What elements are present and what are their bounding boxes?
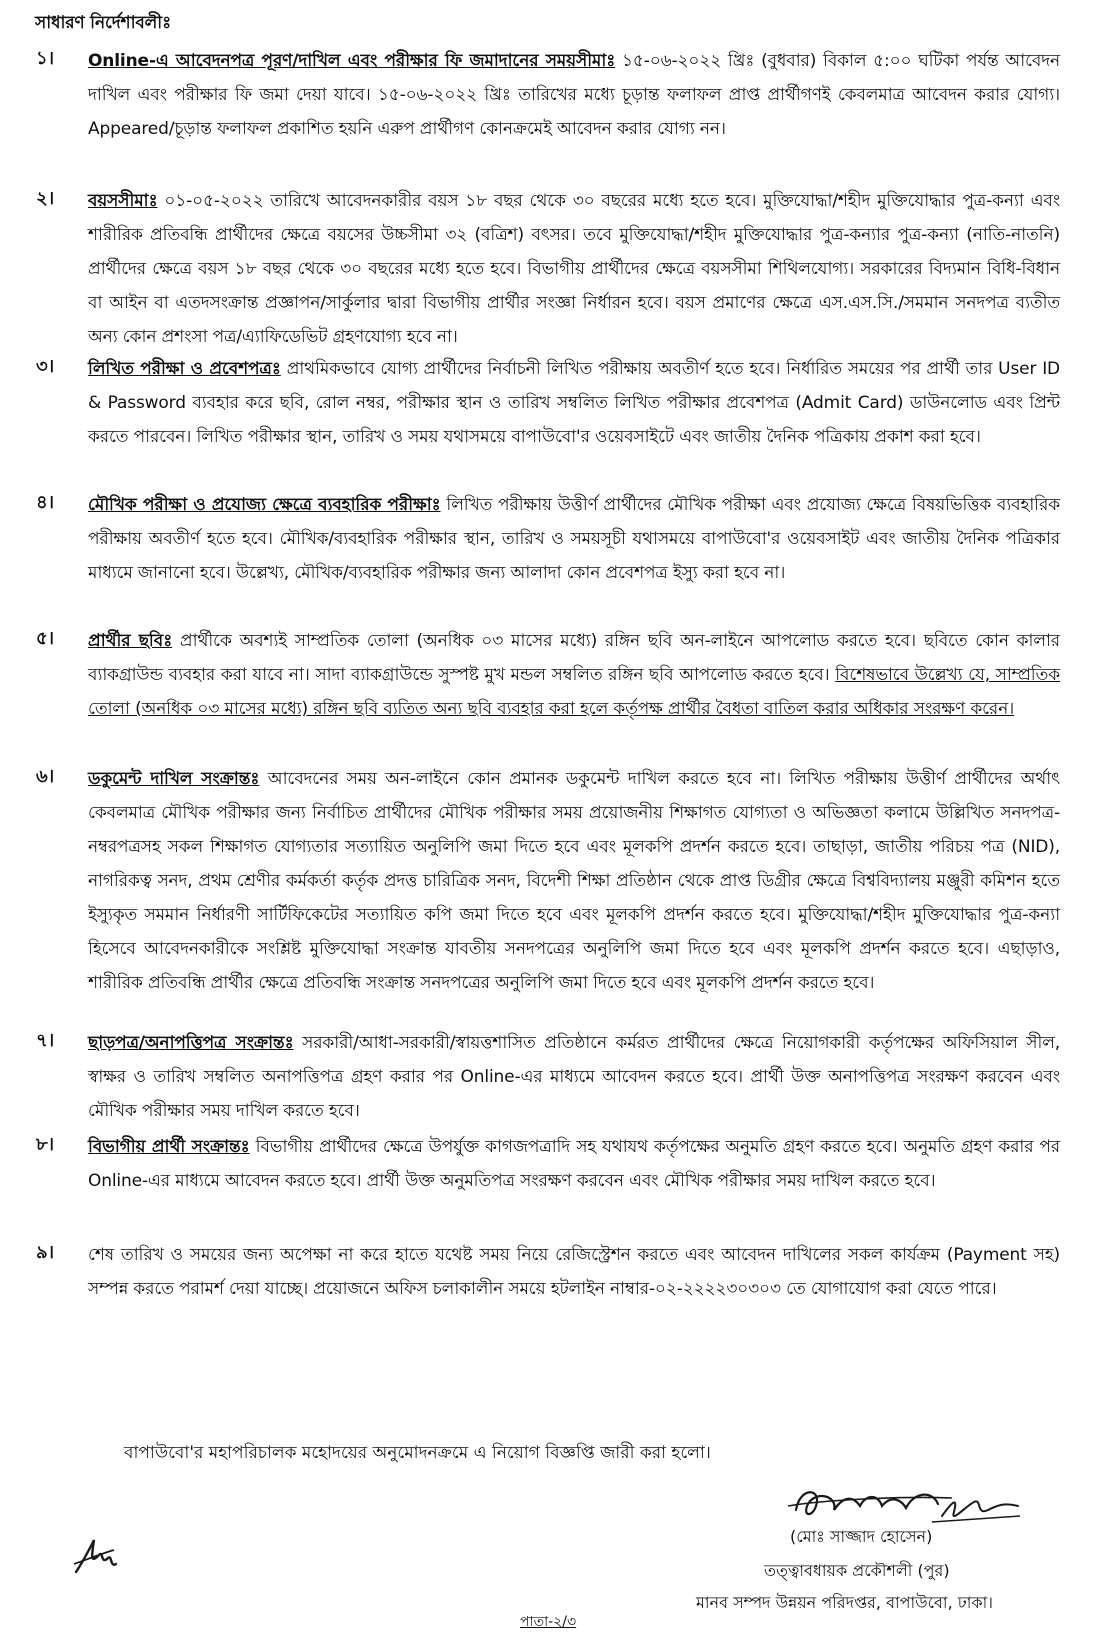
item-title: Online-এ আবেদনপত্র পূরণ/দাখিল এবং পরীক্ষার ফি জমাদানের সময়সীমাঃ (88, 51, 616, 71)
item-title: ছাড়পত্র/অনাপত্তিপত্র সংক্রান্তঃ (88, 1033, 294, 1053)
item-number: ৮। (36, 1134, 55, 1155)
item-number: ৭। (36, 1030, 55, 1051)
approval-statement: বাপাউবো'র মহাপরিচালক মহোদয়ের অনুমোদনক্রমে এ নিয়োগ বিজ্ঞপ্তি জারী করা হলো। (124, 1443, 711, 1463)
item-title: বিভাগীয় প্রার্থী সংক্রান্তঃ (88, 1137, 250, 1157)
item-text (88, 1130, 1060, 1198)
signatory-office: মানব সম্পদ উন্নয়ন পরিদপ্তর, বাপাউবো, ঢাকা। (696, 1593, 993, 1612)
item-number: ৯। (36, 1242, 55, 1263)
item-number: ১। (36, 48, 55, 69)
item-body: প্রার্থীকে অবশ্যই সাম্প্রতিক তোলা (অনধিক ০৩ মাসের মধ্যে) রঙ্গিন ছবি অন-লাইনে আপলোড করতে হবে। ছবিতে কোন কালার ব্যাকগ্রাউন্ড ব্যবহার করা যাবে না। সাদা ব্যাকগ্রাউন্ডে সুস্পষ্ট মুখ মন্ডল সম্বলিত রঙ্গিন ছবি আপলোড করতে হবে। (88, 631, 1060, 685)
item-text (88, 184, 1060, 354)
initial-signature (70, 1534, 118, 1578)
general-instructions-heading: সাধারণ নির্দেশাবলীঃ (35, 13, 171, 33)
item-body: শেষ তারিখ ও সময়ের জন্য অপেক্ষা না করে হাতে যথেষ্ট সময় নিয়ে রেজিস্ট্রেশন করতে এবং আবেদন দাখিলের সকল কার্যক্রম (Payment সহ) সম্পন্ন করতে পরামর্শ দেয়া যাচ্ছে। প্রয়োজনে অফিস চলাকালীন সময়ে হটলাইন নাম্বার-০২-২২২২৩০৩০৩ তে যোগাযোগ করা যেতে পারে। (88, 1245, 1060, 1299)
item-body: আবেদনের সময় অন-লাইনে কোন প্রমানক ডকুমেন্ট দাখিল করতে হবে না। লিখিত পরীক্ষায় উত্তীর্ণ প্রার্থীদের অর্থাৎ কেবলমাত্র মৌখিক পরীক্ষার জন্য নির্বাচিত প্রার্থীদের মৌখিক পরীক্ষার সময় প্রয়োজনীয় শিক্ষাগত যোগ্যতা ও অভিজ্ঞতা কলামে উল্লিখিত সনদপত্র-নম্বরপত্রসহ সকল শিক্ষাগত যোগ্যতার সত্যায়িত অনুলিপি জমা দিতে হবে এবং মূলকপি প্রদর্শন করতে হবে। তাছাড়া, জাতীয় পরিচয় পত্র (NID), নাগরিকত্ব সনদ, প্রথম শ্রেণীর কর্মকর্তা কর্তৃক প্রদত্ত চারিত্রিক সনদ, বিদেশী শিক্ষা প্রতিষ্ঠান থেকে প্রাপ্ত ডিগ্রীর ক্ষেত্রে বিশ্ববিদ্যালয় মঞ্জুরী কমিশন হতে ইস্যুকৃত সমমান নির্ধারণী সার্টিফিকেটের সত্যায়িত কপি জমা দিতে হবে এবং মূলকপি প্রদর্শন করতে হবে। মুক্তিযোদ্ধা/শহীদ মুক্তিযোদ্ধার পুত্র-কন্যা হিসেবে আবেদনকারীকে সংশ্লিষ্ট মুক্তিযোদ্ধা সংক্রান্ত যাবতীয় সনদপত্রের অনুলিপি জমা দিতে হবে এবং মূলকপি প্রদর্শন করতে হবে। এছাড়াও, শারীরিক প্রতিবন্ধি প্রার্থীর ক্ষেত্রে প্রতিবন্ধি সংক্রান্ত সনদপত্রের অনুলিপি জমা দিতে হবে এবং মূলকপি প্রদর্শন করতে হবে। (88, 769, 1060, 993)
item-text (88, 44, 1060, 146)
item-body: ০১-০৫-২০২২ তারিখে আবেদনকারীর বয়স ১৮ বছর থেকে ৩০ বছরের মধ্যে হতে হবে। মুক্তিযোদ্ধা/শহীদ মুক্তিযোদ্ধার পুত্র-কন্যা এবং শারীরিক প্রতিবন্ধি প্রার্থীদের ক্ষেত্রে বয়সের উচ্চসীমা ৩২ (বত্রিশ) বৎসর। তবে মুক্তিযোদ্ধা/শহীদ মুক্তিযোদ্ধার পুত্র-কন্যার পুত্র-কন্যা (নাতি-নাতনি) প্রার্থীদের ক্ষেত্রে বয়স ১৮ বছর থেকে ৩০ বছরের মধ্যে হতে হবে। বিভাগীয় প্রার্থীদের ক্ষেত্রে বয়সসীমা শিথিলযোগ্য। সরকারের বিদ্যমান বিধি-বিধান বা আইন বা এতদসংক্রান্ত প্রজ্ঞাপন/সার্কুলার দ্বারা বিভাগীয় প্রার্থীর সংজ্ঞা নির্ধারন হবে। বয়স প্রমাণের ক্ষেত্রে এস.এস.সি./সমমান সনদপত্র ব্যতীত অন্য কোন প্রশংসা পত্র/এ্যাফিডেভিট গ্রহণযোগ্য হবে না। (88, 191, 1060, 347)
item-number: ৪। (36, 492, 55, 513)
signatory-name: (মোঃ সাজ্জাদ হোসেন) (790, 1527, 933, 1546)
item-number: ৫। (36, 628, 55, 649)
item-text (88, 762, 1060, 1000)
item-text (88, 1026, 1060, 1128)
item-title: প্রার্থীর ছবিঃ (88, 631, 173, 651)
item-title: লিখিত পরীক্ষা ও প্রবেশপত্রঃ (88, 359, 281, 379)
item-body: লিখিত পরীক্ষায় উত্তীর্ণ প্রার্থীদের মৌখিক পরীক্ষা এবং প্রযোজ্য ক্ষেত্রে বিষয়ভিত্তিক ব্যবহারিক পরীক্ষায় অবতীর্ণ হতে হবে। মৌখিক/ব্যবহারিক পরীক্ষার স্থান, তারিখ ও সময়সূচী যথাসময়ে বাপাউবো'র ওয়েবসাইট এবং জাতীয় দৈনিক পত্রিকার মাধ্যমে জানানো হবে। উল্লেখ্য, মৌখিক/ব্যবহারিক পরীক্ষার জন্য আলাদা কোন প্রবেশপত্র ইস্যু করা হবে না। (88, 495, 1060, 583)
item-title: মৌখিক পরীক্ষা ও প্রযোজ্য ক্ষেত্রে ব্যবহারিক পরীক্ষাঃ (88, 495, 441, 515)
item-text (88, 488, 1060, 590)
item-text (88, 352, 1060, 454)
item-number: ৬। (36, 766, 55, 787)
item-number: ৩। (36, 356, 55, 377)
item-number: ২। (36, 188, 55, 209)
signatory-designation: তত্ত্বাবধায়ক প্রকৌশলী (পুর) (764, 1561, 950, 1580)
item-title: বয়সসীমাঃ (88, 191, 158, 211)
item-body: প্রাথমিকভাবে যোগ্য প্রার্থীদের নির্বাচনী লিখিত পরীক্ষায় অবতীর্ণ হতে হবে। নির্ধারিত সময়ের পর প্রার্থী তার User ID & Password ব্যবহার করে ছবি, রোল নম্বর, পরীক্ষার স্থান ও তারিখ সম্বলিত লিখিত পরীক্ষার প্রবেশপত্র (Admit Card) ডাউনলোড এবং প্রিন্ট করতে পারবেন। লিখিত পরীক্ষার স্থান, তারিখ ও সময় যথাসময়ে বাপাউবো'র ওয়েবসাইটে এবং জাতীয় দৈনিক পত্রিকায় প্রকাশ করা হবে। (88, 359, 1060, 447)
item-text (88, 1238, 1060, 1306)
item-body: সরকারী/আধা-সরকারী/স্বায়ত্তশাসিত প্রতিষ্ঠানে কর্মরত প্রার্থীদের ক্ষেত্রে নিয়োগকারী কর্তৃপক্ষের অফিসিয়াল সীল, স্বাক্ষর ও তারিখ সম্বলিত অনাপত্তিপত্র গ্রহণ করার পর Online-এর মাধ্যমে আবেদন করতে হবে। প্রার্থী উক্ত অনাপত্তিপত্র সংরক্ষণ করবেন এবং মৌখিক পরীক্ষার সময় দাখিল করতে হবে। (88, 1033, 1060, 1121)
item-note: বিশেষভাবে উল্লেখ্য যে, সাম্প্রতিক তোলা (অনধিক ০৩ মাসের মধ্যে) রঙ্গিন ছবি ব্যতিত অন্য ছবি ব্যবহার করা হলে কর্তৃপক্ষ প্রার্থীর বৈধতা বাতিল করার অধিকার সংরক্ষণ করেন। (88, 665, 1060, 719)
item-title: ডকুমেন্ট দাখিল সংক্রান্তঃ (88, 769, 260, 789)
item-body: বিভাগীয় প্রার্থীদের ক্ষেত্রে উপর্যুক্ত কাগজপত্রাদি সহ যথাযথ কর্তৃপক্ষের অনুমতি গ্রহণ করতে হবে। অনুমতি গ্রহণ করার পর Online-এর মাধ্যমে আবেদন করতে হবে। প্রার্থী উক্ত অনুমতিপত্র সংরক্ষণ করবেন এবং মৌখিক পরীক্ষার সময় দাখিল করতে হবে। (88, 1137, 1060, 1191)
item-body: ১৫-০৬-২০২২ খ্রিঃ (বুধবার) বিকাল ৫:০০ ঘটিকা পর্যন্ত আবেদন দাখিল এবং পরীক্ষার ফি জমা দেয়া যাবে। ১৫-০৬-২০২২ খ্রিঃ তারিখের মধ্যে চূড়ান্ত ফলাফল প্রাপ্ত প্রার্থীগণই কেবলমাত্র আবেদন করার যোগ্য। Appeared/চূড়ান্ত ফলাফল প্রকাশিত হয়নি এরুপ প্রার্থীগণ কোনক্রমেই আবেদন করার যোগ্য নন। (88, 51, 1060, 139)
item-text (88, 624, 1060, 726)
page-number: পাতা-২/৩ (520, 1614, 577, 1630)
